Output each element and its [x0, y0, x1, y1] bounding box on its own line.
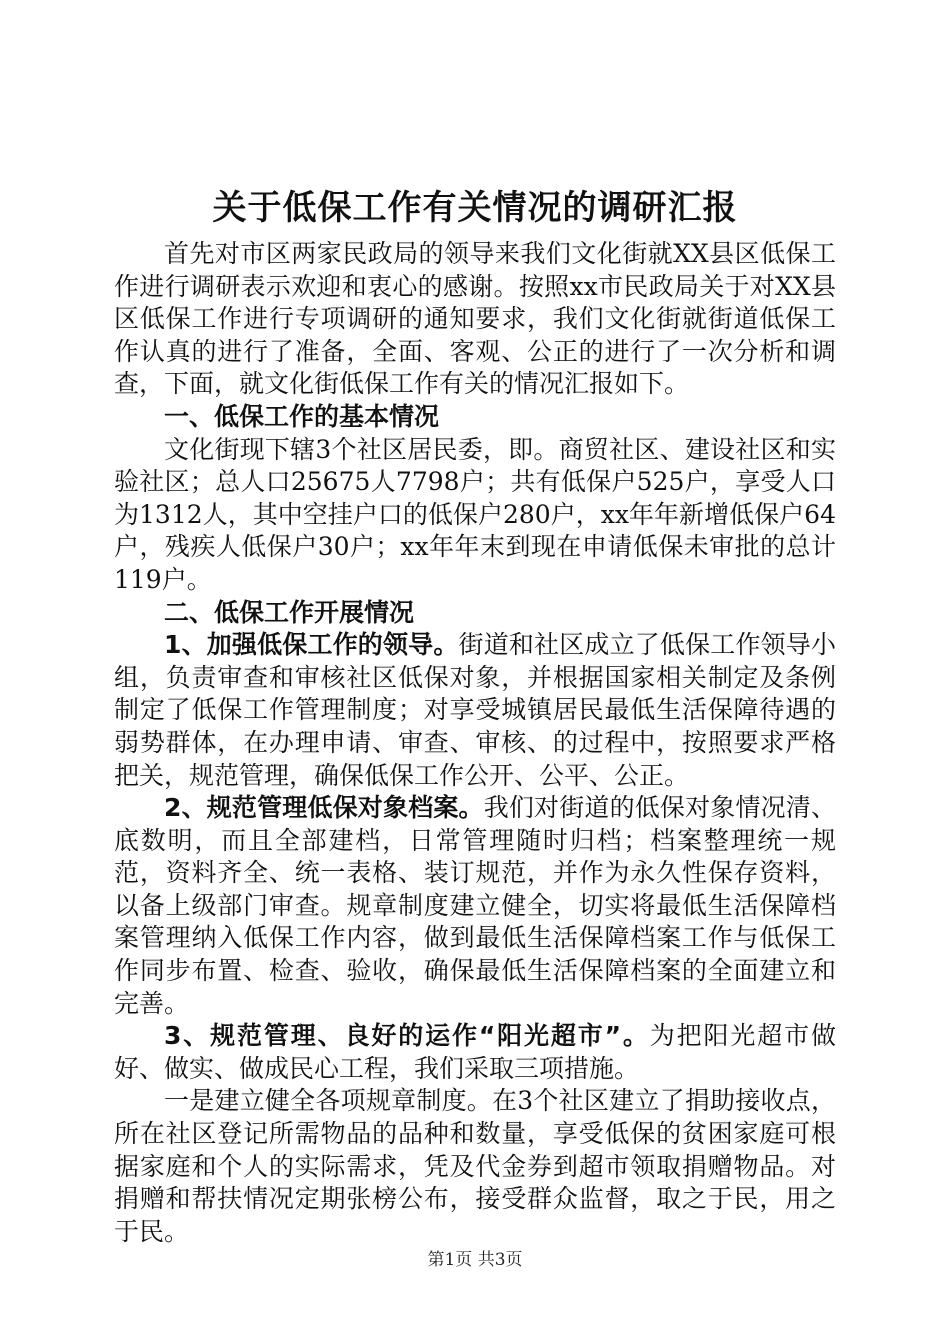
measure-1-paragraph: 一是建立健全各项规章制度。在3个社区建立了捐助接收点，所在社区登记所需物品的品种和数量，享受低保的贫困家庭可根据家庭和个人的实际需求，凭及代金券到超市领取捐赠物品。对捐赠和帮扶情况定期张榜公布，接受群众监督，取之于民，用之于民。	[114, 1086, 836, 1246]
item-1-lead: 1、加强低保工作的领导。	[164, 630, 459, 660]
intro-paragraph: 首先对市区两家民政局的领导来我们文化街就XX县区低保工作进行调研表示欢迎和衷心的感谢。按照xx市民政局关于对XX县区低保工作进行专项调研的通知要求，我们文化街就街道低保工作认真的进行了准备，全面、客观、公正的进行了一次分析和调查，下面，就文化街低保工作有关的情况汇报如下。	[114, 239, 836, 399]
document-title: 关于低保工作有关情况的调研汇报	[212, 188, 738, 228]
item-3-text: 为把阳光超市做好、做实、做成民心工程，我们采取三项措施。	[114, 1021, 836, 1083]
item-1-paragraph	[114, 629, 836, 792]
item-3-paragraph	[114, 1020, 836, 1085]
item-2-paragraph	[114, 792, 836, 1020]
item-1-text: 街道和社区成立了低保工作领导小组，负责审查和审核社区低保对象，并根据国家相关制定及条例制定了低保工作管理制度；对享受城镇居民最低生活保障待遇的弱势群体，在办理申请、审查、审核、的过程中，按照要求严格把关，规范管理，确保低保工作公开、公平、公正。	[114, 630, 836, 790]
basic-situation-paragraph: 文化街现下辖3个社区居民委，即。商贸社区、建设社区和实验社区；总人口25675人7798户；共有低保户525户，享受人口为1312人，其中空挂户口的低保户280户，xx年年新增低保户64户，残疾人低保户30户；xx年年末到现在申请低保未审批的总计119户。	[114, 434, 836, 594]
document-body	[114, 238, 836, 1248]
item-3-lead: 3、规范管理、良好的运作“阳光超市”。	[164, 1021, 650, 1051]
page-number: 第1页 共3页	[427, 1250, 523, 1270]
item-2-text: 我们对街道的低保对象情况清、底数明，而且全部建档，日常管理随时归档；档案整理统一规范，资料齐全、统一表格、装订规范，并作为永久性保存资料，以备上级部门审查。规章制度建立健全，切实将最低生活保障档案管理纳入低保工作内容，做到最低生活保障档案工作与低保工作同步布置、检查、验收，确保最低生活保障档案的全面建立和完善。	[114, 793, 836, 1018]
item-2-lead: 2、规范管理低保对象档案。	[164, 793, 484, 823]
section-heading-1: 一、低保工作的基本情况	[164, 401, 440, 431]
section-heading-2: 二、低保工作开展情况	[164, 597, 415, 627]
